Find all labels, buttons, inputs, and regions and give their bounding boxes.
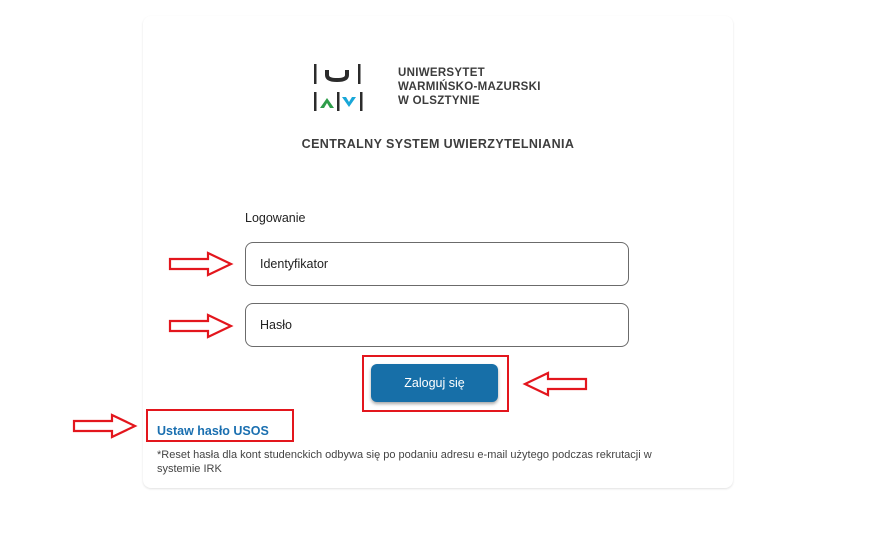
university-name-line2: WARMIŃSKO-MAZURSKI xyxy=(398,81,541,93)
university-name xyxy=(398,66,541,108)
arrow-right-icon xyxy=(168,313,234,339)
university-name-line3: W OLSZTYNIE xyxy=(398,95,480,107)
university-name-line1: UNIWERSYTET xyxy=(398,67,485,79)
arrow-left-icon xyxy=(522,371,588,397)
login-heading: Logowanie xyxy=(245,211,306,225)
system-title: CENTRALNY SYSTEM UWIERZYTELNIANIA xyxy=(301,137,575,151)
arrow-right-icon xyxy=(168,251,234,277)
login-button[interactable]: Zaloguj się xyxy=(371,364,498,402)
set-usos-password-link[interactable]: Ustaw hasło USOS xyxy=(157,424,269,438)
username-input[interactable] xyxy=(245,242,629,286)
reset-note: *Reset hasła dla kont studenckich odbywa się po podaniu adresu e-mail użytego podczas rekrutacji w systemie IRK xyxy=(157,449,652,475)
password-input[interactable] xyxy=(245,303,629,347)
arrow-right-icon xyxy=(72,413,138,439)
